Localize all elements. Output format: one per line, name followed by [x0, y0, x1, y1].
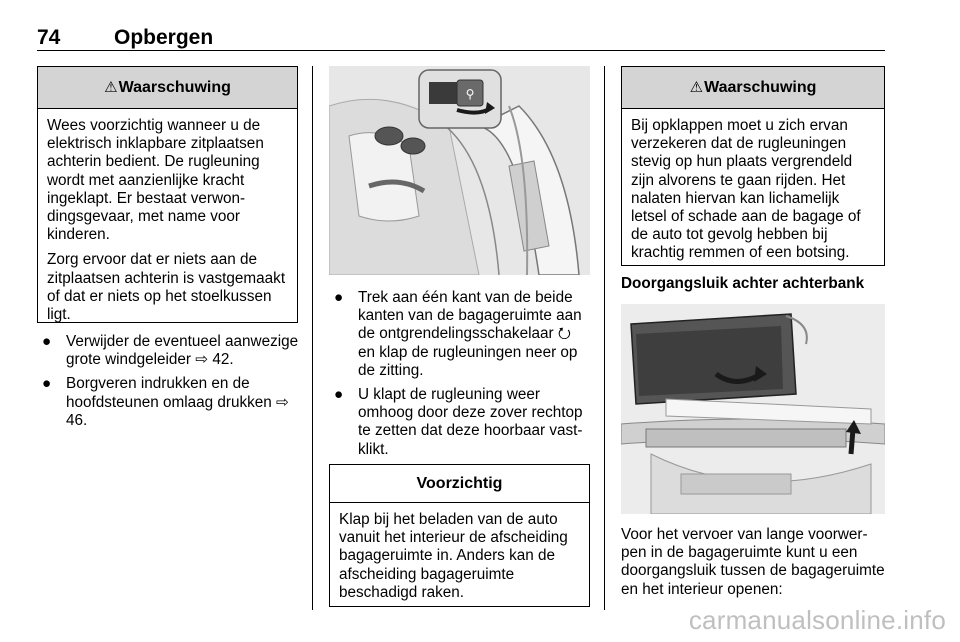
- section-title: Opbergen: [114, 26, 214, 49]
- passthrough-hatch-illustration: [621, 304, 885, 514]
- warning-triangle-icon: ⚠: [689, 79, 704, 96]
- svg-text:⚲: ⚲: [465, 87, 475, 101]
- bullet-dot-icon: ●: [42, 333, 52, 350]
- warning-title: Waarschuwing: [704, 79, 817, 96]
- warning-triangle-icon: ⚠: [104, 79, 118, 96]
- figure-trunk-release: [329, 66, 590, 275]
- page-header: [37, 22, 885, 51]
- caution-title: Voorzichtig: [416, 475, 503, 492]
- caution-body: [330, 503, 589, 602]
- caution-paragraph: Klap bij het beladen van de auto vanuit het interieur de afscheiding bagageruimte in. Anders kan de afscheiding bagageruimte beschadigd raken.: [339, 511, 568, 601]
- list-item: [329, 289, 591, 380]
- warning-header: [622, 67, 884, 109]
- page-number: 74: [37, 26, 61, 49]
- warning-header: [38, 67, 297, 109]
- bullet-list-left: [37, 333, 302, 436]
- list-item-text: U klapt de rugleuning weer omhoog door deze zover rechtop te zetten dat deze hoorbaar vastklikt.: [358, 386, 583, 458]
- figure-passthrough-hatch: [621, 304, 885, 514]
- list-item: [37, 375, 302, 430]
- list-item-text: Verwijder de eventueel aanwezige grote windgeleider ⇨ 42.: [66, 333, 299, 369]
- list-item: [37, 333, 302, 369]
- warning-paragraph: Zorg ervoor dat er niets aan de zitplaatsen achterin is vastgemaakt of dat er niets op het stoelkussen ligt.: [47, 251, 286, 324]
- subheading: Doorgangsluik achter achterbank: [621, 275, 865, 292]
- bullet-dot-icon: ●: [334, 289, 344, 306]
- bullet-dot-icon: ●: [42, 375, 52, 393]
- list-item-text: Borgveren indrukken en de hoofdsteunen omlaag drukken ⇨ 46.: [66, 375, 289, 429]
- warning-paragraph: Wees voorzichtig wanneer u de elektrisch inklapbare zitplaatsen achterin bedient. De rugleuning wordt met aanzienlijke kracht ingeklapt. Er bestaat verwondingsgevaar, met name voor kinderen.: [47, 117, 264, 244]
- column-divider-left: [312, 66, 313, 610]
- warning-paragraph: Bij opklappen moet u zich ervan verzekeren dat de rugleuningen stevig op hun plaats vergrendeld zijn alvorens te gaan rijden. Het nalaten hiervan kan lichamelijk letsel of schade aan de bagage of de auto tot gevolg hebben bij krachtig remmen of een botsing.: [631, 117, 861, 262]
- paragraph-passthrough: Voor het vervoer van lange voorwerpen in de bagageruimte kunt u een doorgangsluik tussen de bagageruimte en het interieur openen:: [621, 526, 885, 598]
- bullet-list-middle: [329, 289, 591, 465]
- warning-box-seats: [37, 66, 298, 323]
- warning-box-lock: [621, 66, 885, 266]
- bullet-dot-icon: ●: [334, 386, 344, 404]
- list-item-text: Trek aan één kant van de beide kanten van de bagageruimte aan de ontgrendelingsschakelaar ⭮ en klap de rugleuningen neer op de zitting.: [358, 289, 582, 379]
- column-divider-right: [604, 66, 605, 610]
- watermark: carmanualsonline.info: [688, 605, 946, 635]
- list-item: [329, 386, 591, 459]
- caution-header: [330, 465, 589, 503]
- caution-box: [329, 464, 590, 607]
- warning-body: [622, 109, 884, 263]
- warning-title: Waarschuwing: [118, 79, 231, 96]
- warning-body: [38, 109, 297, 324]
- trunk-release-illustration: [329, 66, 590, 275]
